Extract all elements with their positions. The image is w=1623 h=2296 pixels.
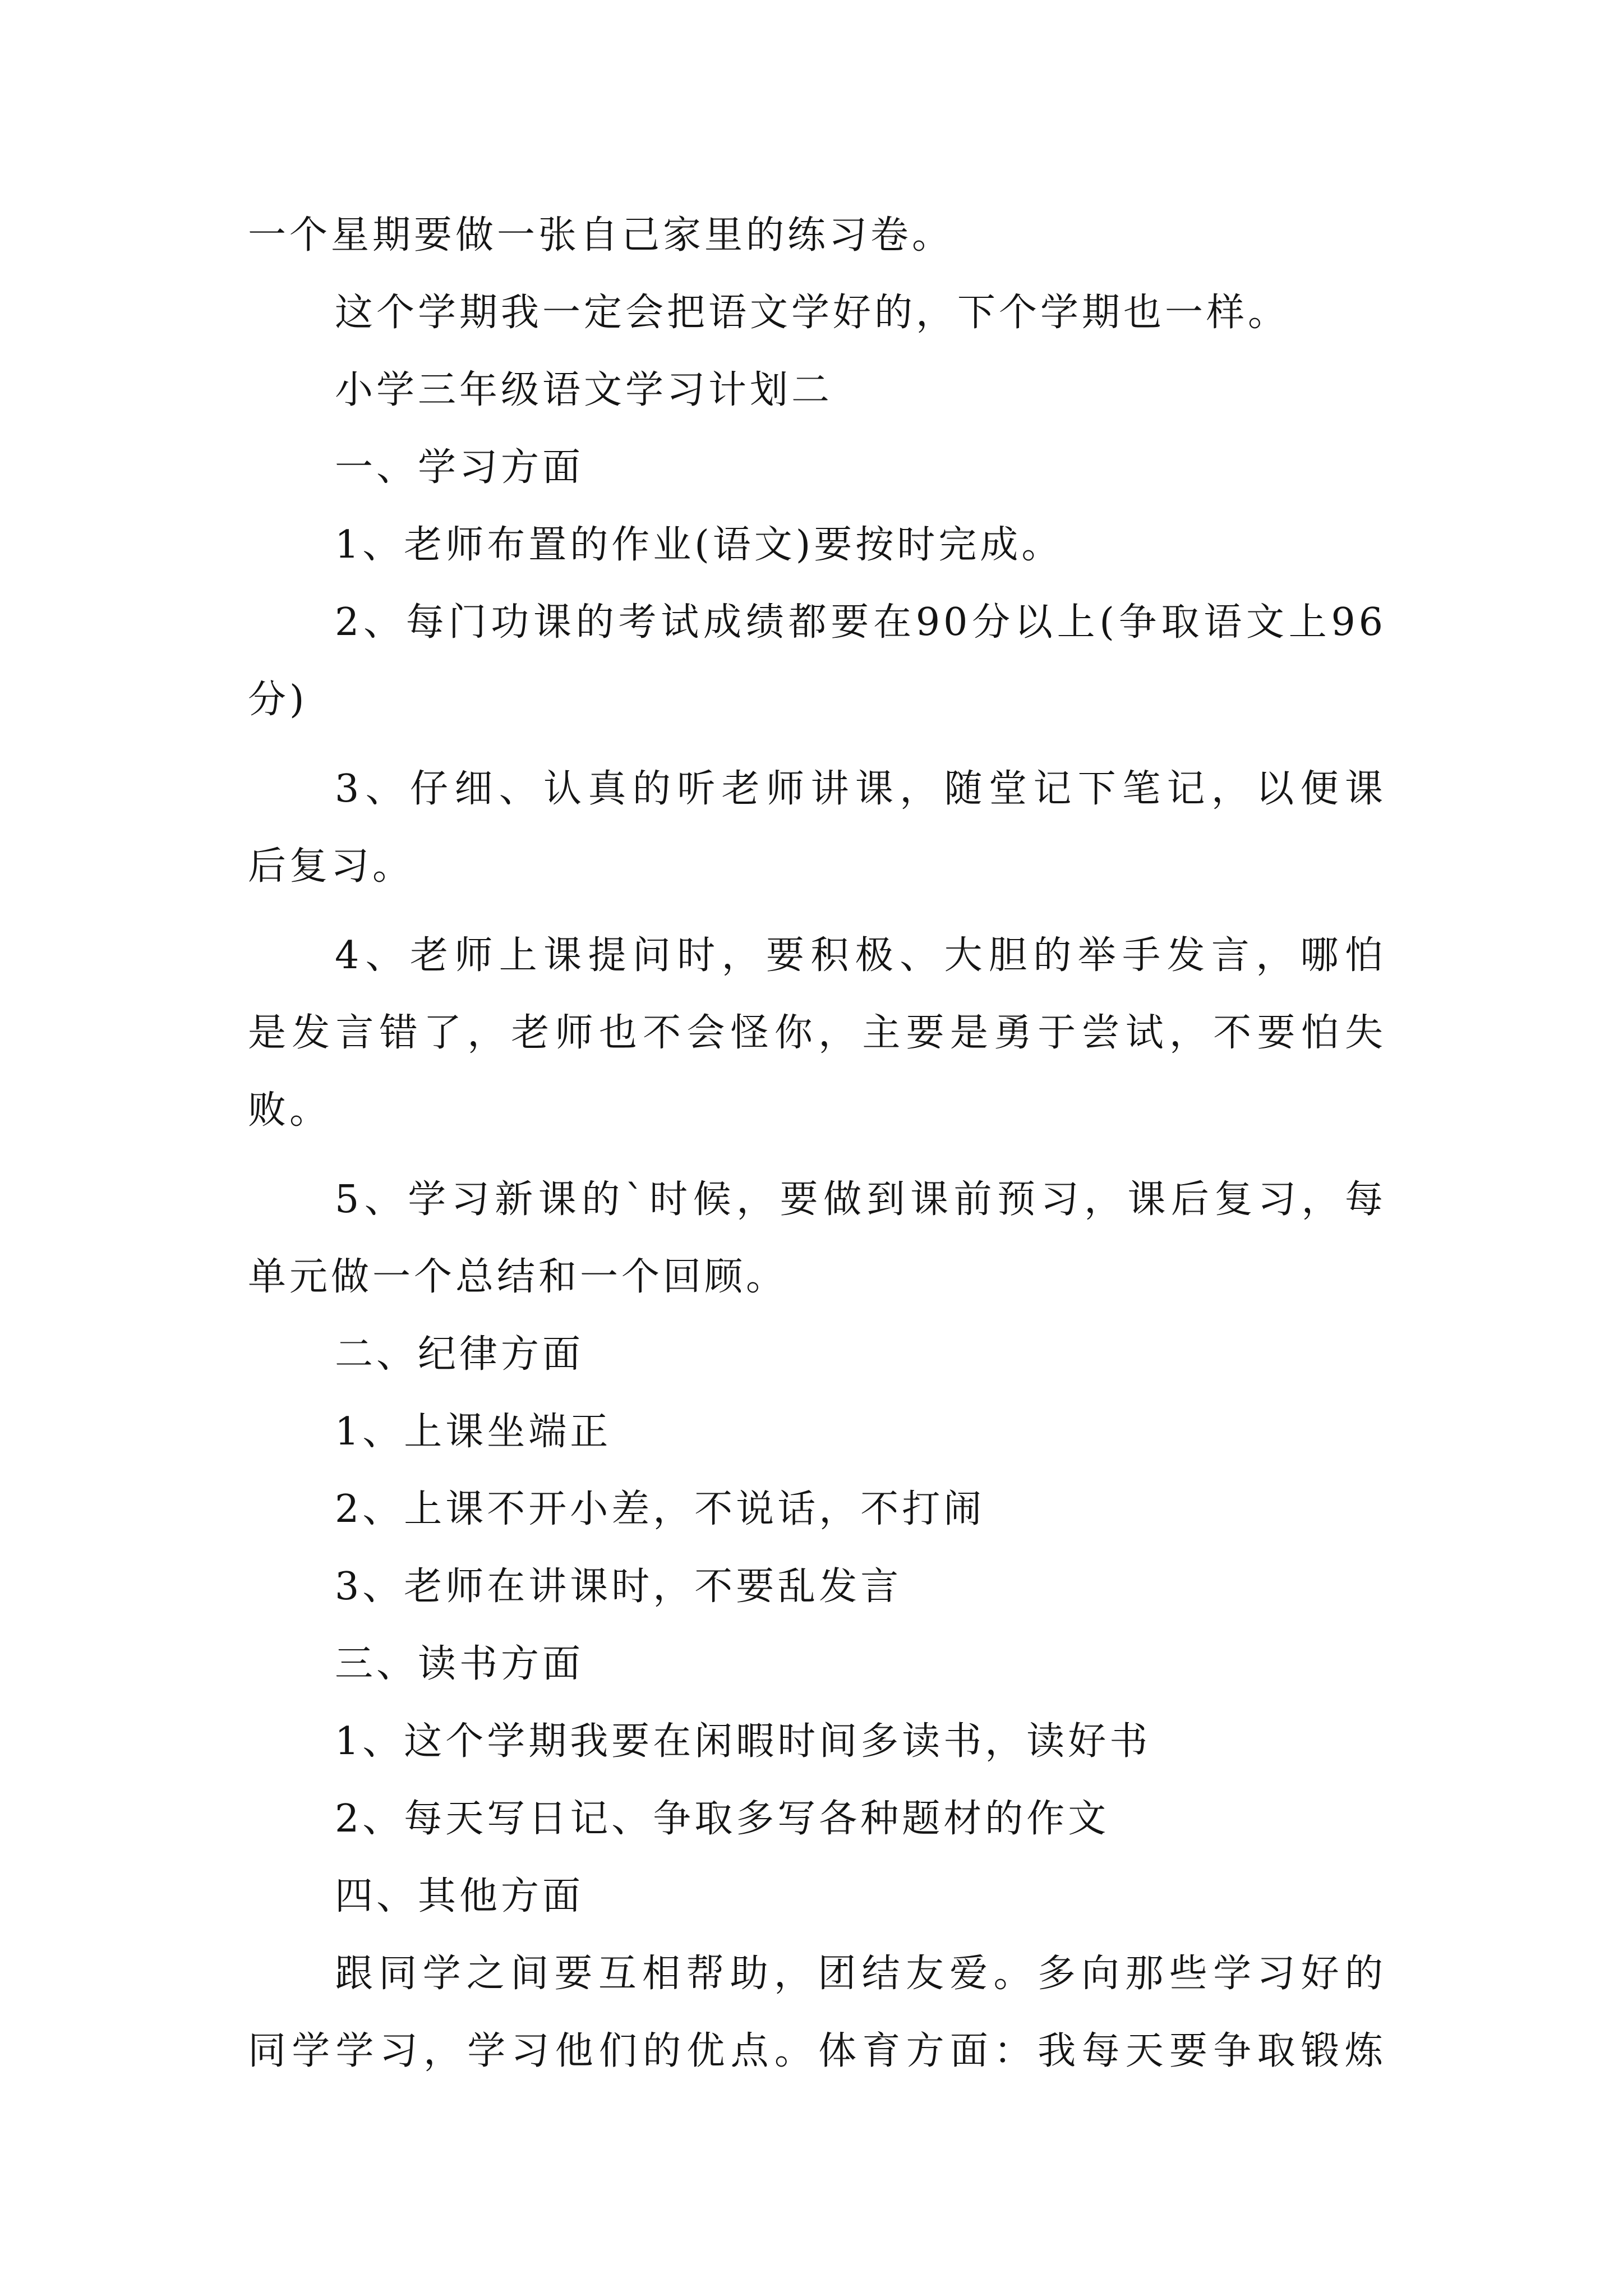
text-line: 这个学期我一定会把语文学好的，下个学期也一样。 bbox=[335, 291, 1290, 335]
list-item: 2、每天写日记、争取多写各种题材的作文 bbox=[335, 1797, 1110, 1841]
list-item: 1、上课坐端正 bbox=[335, 1410, 612, 1454]
section-heading: 一、学习方面 bbox=[335, 445, 584, 490]
list-item: 4、老师上课提问时，要积极、大胆的举手发言，哪怕 bbox=[335, 933, 1386, 978]
list-item-continuation: 单元做一个总结和一个回顾。 bbox=[248, 1255, 788, 1299]
list-item: 1、这个学期我要在闲暇时间多读书，读好书 bbox=[335, 1719, 1151, 1764]
list-item: 3、仔细、认真的听老师讲课，随堂记下笔记，以便课 bbox=[335, 767, 1386, 811]
list-item: 5、学习新课的`时候，要做到课前预习，课后复习，每 bbox=[335, 1177, 1386, 1222]
paragraph-line: 跟同学之间要互相帮助，团结友爱。多向那些学习好的 bbox=[335, 1952, 1386, 1996]
section-heading: 三、读书方面 bbox=[335, 1642, 584, 1686]
list-item: 2、上课不开小差，不说话，不打闹 bbox=[335, 1487, 985, 1531]
section-heading: 四、其他方面 bbox=[335, 1874, 584, 1918]
list-item: 3、老师在讲课时，不要乱发言 bbox=[335, 1565, 902, 1609]
list-item-continuation: 败。 bbox=[248, 1088, 331, 1133]
list-item: 1、老师布置的作业(语文)要按时完成。 bbox=[335, 523, 1063, 567]
text-line: 一个星期要做一张自己家里的练习卷。 bbox=[248, 213, 954, 257]
section-heading: 二、纪律方面 bbox=[335, 1332, 584, 1377]
list-item-continuation: 后复习。 bbox=[248, 844, 414, 889]
section-title: 小学三年级语文学习计划二 bbox=[335, 368, 833, 412]
list-item-continuation: 分) bbox=[248, 678, 308, 722]
list-item-continuation: 是发言错了，老师也不会怪你，主要是勇于尝试，不要怕失 bbox=[248, 1011, 1386, 1055]
paragraph-line: 同学学习，学习他们的优点。体育方面：我每天要争取锻炼 bbox=[248, 2029, 1386, 2073]
list-item: 2、每门功课的考试成绩都要在90分以上(争取语文上96 bbox=[335, 600, 1386, 645]
